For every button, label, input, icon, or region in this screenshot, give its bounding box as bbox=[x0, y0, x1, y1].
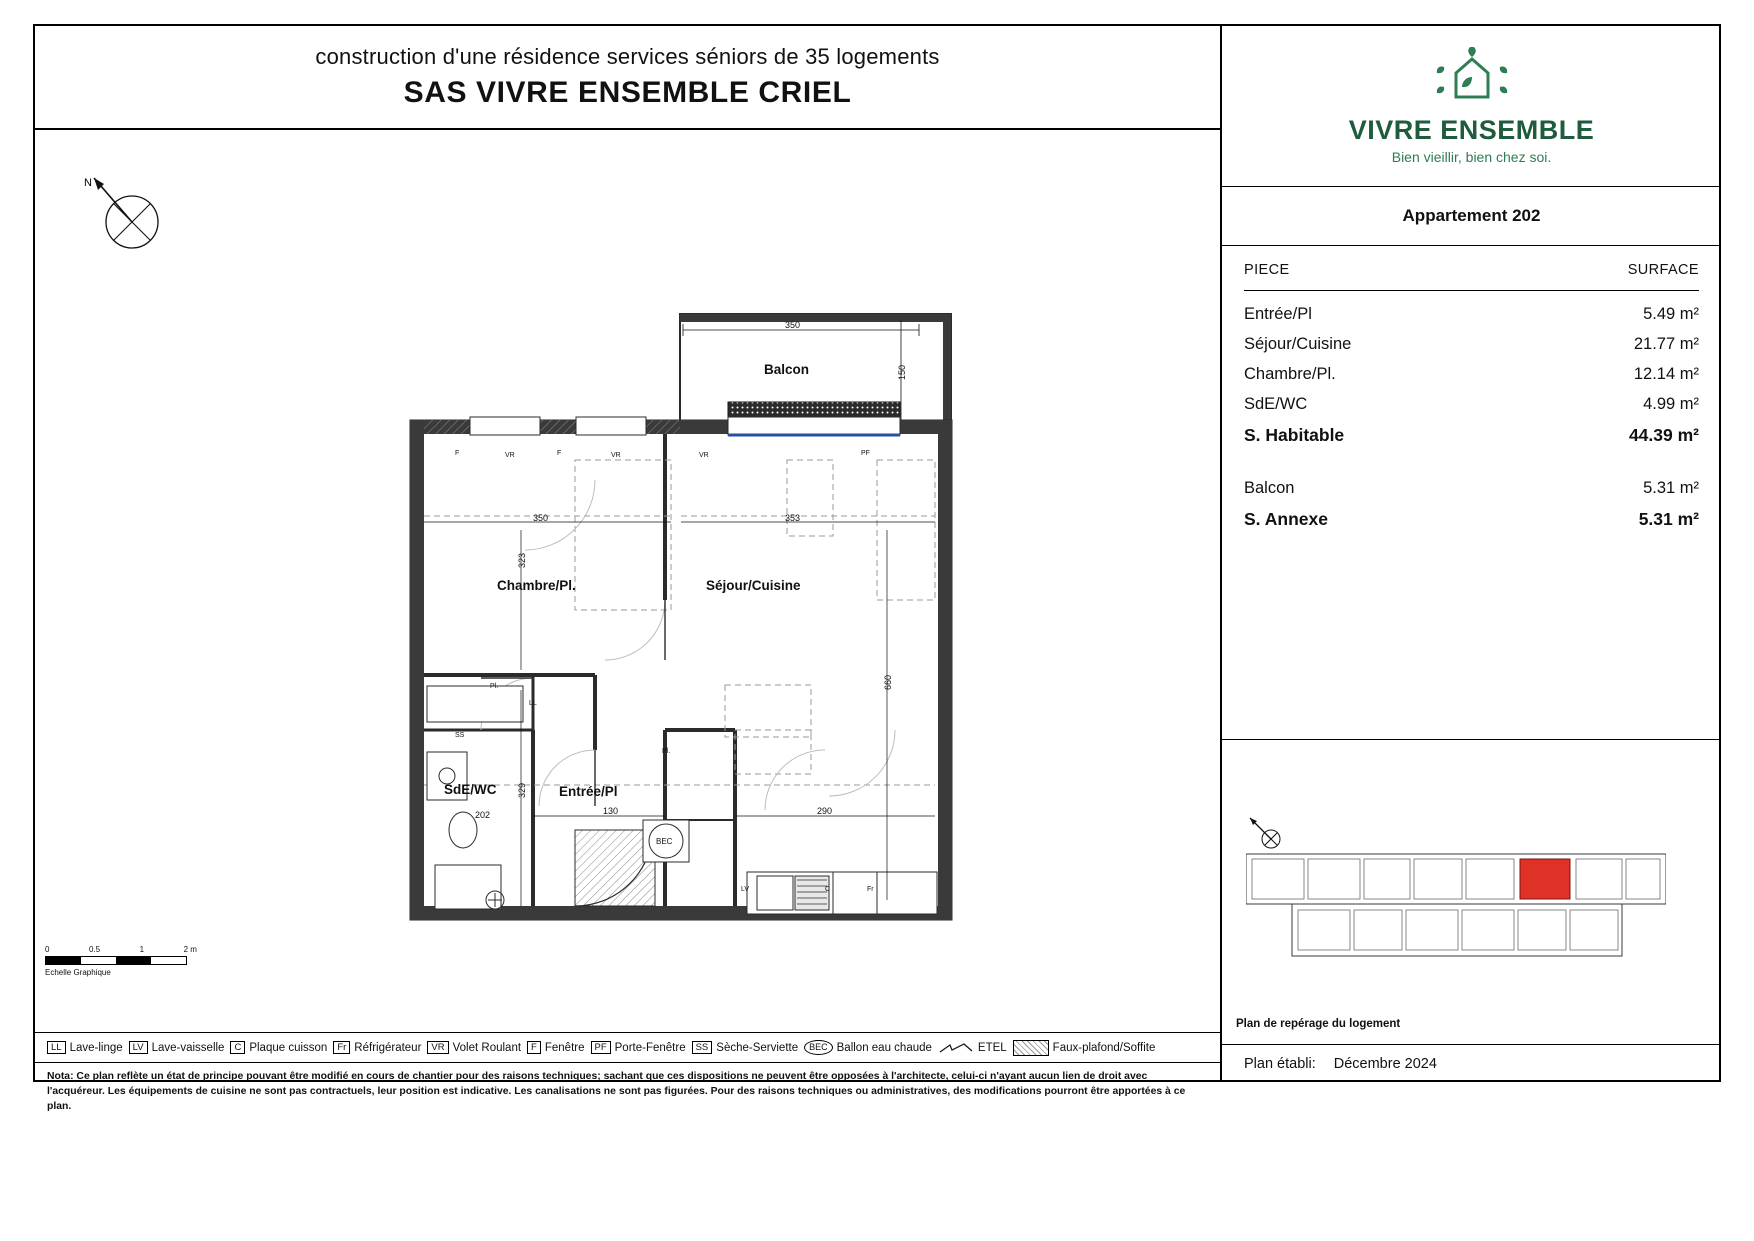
piece-name: Balcon bbox=[1244, 479, 1295, 497]
table-row-total-annexe bbox=[1244, 503, 1699, 535]
piece-surface: 44.39 m² bbox=[1628, 425, 1699, 445]
piece-name: Chambre/Pl. bbox=[1244, 365, 1336, 383]
surface-table-header bbox=[1244, 262, 1699, 291]
annotation-fr: Fr bbox=[867, 886, 874, 893]
dim-sde-depth: 329 bbox=[517, 782, 527, 798]
surface-table bbox=[1222, 246, 1721, 740]
vivre-ensemble-logo-icon bbox=[1422, 47, 1522, 109]
graphic-scale bbox=[45, 945, 235, 977]
plan-sheet bbox=[33, 24, 1721, 1113]
piece-surface: 4.99 m² bbox=[1643, 395, 1699, 413]
table-row bbox=[1244, 473, 1699, 503]
room-label-sde-wc: SdE/WC bbox=[444, 782, 497, 797]
sheet-right-column bbox=[1220, 26, 1721, 1080]
annotation-vr1: VR bbox=[505, 452, 515, 459]
dim-sejour-width: 353 bbox=[785, 513, 801, 523]
scale-tick-3: 2 m bbox=[183, 945, 197, 954]
piece-name: S. Annexe bbox=[1244, 509, 1328, 529]
annotation-c: C bbox=[825, 886, 831, 893]
legend-text-etel: ETEL bbox=[977, 1041, 1007, 1054]
plan-etabli-label: Plan établi: bbox=[1244, 1055, 1316, 1072]
location-plan-block bbox=[1222, 740, 1721, 1040]
annotation-pl-entree: Pl. bbox=[662, 748, 671, 755]
piece-surface: 5.31 m² bbox=[1643, 479, 1699, 497]
annotation-bec: BEC bbox=[656, 837, 673, 846]
scale-tick-1: 0.5 bbox=[88, 945, 101, 954]
hatch-swatch-icon bbox=[1013, 1040, 1049, 1056]
annotation-f1: F bbox=[455, 450, 460, 457]
legend-code-c: C bbox=[230, 1041, 245, 1055]
legend-item-f bbox=[527, 1041, 584, 1055]
legend-text-fr: Réfrigérateur bbox=[354, 1041, 422, 1054]
legend-text-lv: Lave-vaisselle bbox=[151, 1041, 225, 1054]
scale-tick-2: 1 bbox=[139, 945, 145, 954]
legend-code-pf: PF bbox=[591, 1041, 611, 1055]
legend-text-bec: Ballon eau chaude bbox=[836, 1041, 932, 1054]
annotation-vr2: VR bbox=[611, 452, 621, 459]
sheet-header bbox=[35, 26, 1220, 130]
legend-text-vr: Volet Roulant bbox=[452, 1041, 522, 1054]
piece-name: Séjour/Cuisine bbox=[1244, 335, 1352, 353]
scale-caption: Echelle Graphique bbox=[45, 968, 111, 977]
table-row bbox=[1244, 389, 1699, 419]
scale-tick-0: 0 bbox=[45, 945, 50, 954]
brand-block bbox=[1222, 26, 1721, 187]
table-spacer bbox=[1244, 451, 1699, 473]
legend-code-bec: BEC bbox=[804, 1040, 833, 1055]
plan-date-block bbox=[1220, 1044, 1721, 1082]
compass-letter: N bbox=[84, 177, 92, 189]
legend-item-etel bbox=[938, 1042, 1007, 1054]
brand-tagline: Bien vieillir, bien chez soi. bbox=[1391, 149, 1552, 165]
annotation-pl-chambre: Pl. bbox=[490, 683, 499, 690]
annotation-ss: SS bbox=[455, 732, 465, 739]
legend-item-lv bbox=[129, 1041, 225, 1055]
dim-chambre-width: 350 bbox=[533, 513, 549, 523]
piece-surface: 5.49 m² bbox=[1643, 305, 1699, 323]
piece-surface: 5.31 m² bbox=[1638, 509, 1699, 529]
col-piece: PIECE bbox=[1244, 262, 1290, 278]
header-title: SAS VIVRE ENSEMBLE CRIEL bbox=[403, 76, 852, 109]
table-row bbox=[1244, 329, 1699, 359]
header-subtitle: construction d'une résidence services séniors de 35 logements bbox=[315, 44, 940, 69]
room-label-chambre: Chambre/Pl. bbox=[497, 578, 576, 593]
legend-code-fr: Fr bbox=[333, 1041, 350, 1055]
legend-code-ss: SS bbox=[692, 1041, 713, 1055]
annotation-lv: LV bbox=[741, 886, 750, 893]
room-label-entree-pl: Entrée/Pl bbox=[559, 784, 618, 799]
legend-item-c bbox=[230, 1041, 327, 1055]
legend-code-lv: LV bbox=[129, 1041, 148, 1055]
piece-surface: 21.77 m² bbox=[1633, 335, 1699, 353]
legend-text-c: Plaque cuisson bbox=[249, 1041, 328, 1054]
annotation-vr3: VR bbox=[699, 452, 709, 459]
room-label-sejour-cuisine: Séjour/Cuisine bbox=[706, 578, 801, 593]
compass-north-icon bbox=[80, 170, 170, 260]
dim-entree-width: 130 bbox=[603, 806, 619, 816]
legend-item-ll bbox=[47, 1041, 123, 1055]
location-plan-caption: Plan de repérage du logement bbox=[1236, 1018, 1401, 1030]
legend-text-ss: Sèche-Serviette bbox=[716, 1041, 799, 1054]
legend-text-pf: Porte-Fenêtre bbox=[614, 1041, 686, 1054]
legend-item-vr bbox=[427, 1041, 521, 1055]
legend-code-ll: LL bbox=[47, 1041, 66, 1055]
legend-text-f: Fenêtre bbox=[544, 1041, 585, 1054]
dim-sejour-depth: 660 bbox=[883, 674, 893, 690]
legend-item-fps bbox=[1013, 1040, 1156, 1056]
legend-code-vr: VR bbox=[427, 1041, 448, 1055]
mini-compass-icon bbox=[1244, 812, 1286, 854]
dim-balcon-depth: 150 bbox=[897, 364, 907, 380]
legend-item-ss bbox=[692, 1041, 799, 1055]
plan-geometry bbox=[35, 130, 1220, 1032]
building-location-plan bbox=[1246, 850, 1666, 960]
dim-cuisine-width: 290 bbox=[817, 806, 833, 816]
legend-text-ll: Lave-linge bbox=[69, 1041, 123, 1054]
table-row bbox=[1244, 359, 1699, 389]
scale-bar bbox=[45, 956, 187, 965]
col-surface: SURFACE bbox=[1627, 262, 1699, 278]
piece-name: Entrée/Pl bbox=[1244, 305, 1312, 323]
table-row bbox=[1244, 291, 1699, 329]
piece-name: SdE/WC bbox=[1244, 395, 1308, 413]
dim-apartment-number: 202 bbox=[475, 810, 491, 820]
legend-item-pf bbox=[591, 1041, 686, 1055]
table-row-total-habitable bbox=[1244, 419, 1699, 451]
legend-bar bbox=[35, 1032, 1220, 1062]
dim-balcon-width: 350 bbox=[785, 320, 801, 330]
legend-text-fps: Faux-plafond/Soffite bbox=[1052, 1041, 1156, 1054]
etel-bolt-icon bbox=[938, 1042, 974, 1054]
legend-code-f: F bbox=[527, 1041, 541, 1055]
legend-item-fr bbox=[333, 1041, 421, 1055]
dim-chambre-depth: 323 bbox=[517, 552, 527, 568]
brand-name: VIVRE ENSEMBLE bbox=[1348, 115, 1595, 145]
annotation-ll: LL bbox=[529, 700, 537, 707]
piece-name: S. Habitable bbox=[1244, 425, 1345, 445]
piece-surface: 12.14 m² bbox=[1633, 365, 1699, 383]
legend-item-bec bbox=[804, 1040, 932, 1055]
nota-text: Nota: Ce plan reflète un état de principe pouvant être modifié en cours de chantier pour des raisons techniques; sachant que ces dispositions ne peuvent être opposées à l'architecte, celui-ci n'ayant aucun lien de droit avec l'acquéreur. Les équipements de cuisine ne sont pas contractuels, leur position est indicative. Les canalisations ne sont pas figurées. Pour des raisons techniques ou administratives, des modifications pourront être apportées à ce plan. bbox=[35, 1062, 1220, 1120]
annotation-f2: F bbox=[557, 450, 562, 457]
plan-etabli-value: Décembre 2024 bbox=[1333, 1055, 1437, 1072]
annotation-pf: PF bbox=[861, 450, 870, 457]
room-label-balcon: Balcon bbox=[764, 362, 810, 377]
floor-plan-drawing bbox=[35, 130, 1220, 1032]
apartment-title: Appartement 202 bbox=[1222, 187, 1721, 246]
